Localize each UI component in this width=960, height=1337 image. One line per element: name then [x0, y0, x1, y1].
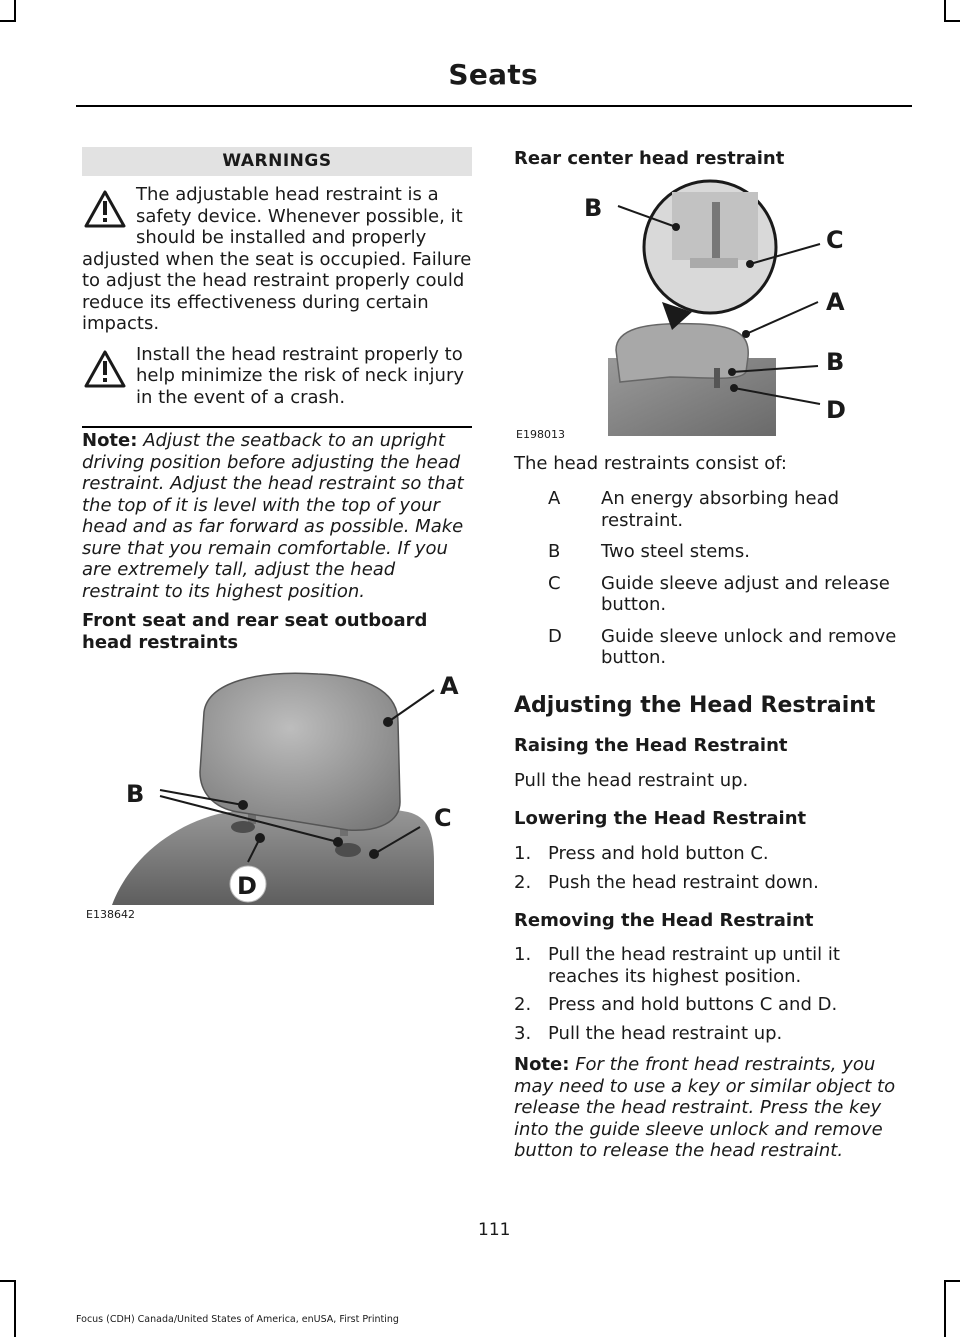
callout-label: D — [237, 872, 257, 900]
list-item — [548, 573, 918, 616]
step-number: 1. — [514, 843, 532, 864]
crop-mark — [944, 20, 960, 22]
step-number: 2. — [514, 871, 532, 893]
part-description: Two steel stems. — [601, 541, 750, 562]
part-description: Guide sleeve adjust and release button. — [601, 572, 890, 615]
list-item — [548, 626, 918, 669]
warning-text-lead: The adjustable head restraint is a safety device. Whenever possible, it should be installed and properly — [136, 184, 463, 248]
front-restraints-heading: Front seat and rear seat outboard head restraints — [82, 610, 428, 653]
part-letter: D — [548, 625, 562, 647]
list-item — [548, 488, 918, 531]
warning-triangle-icon — [84, 350, 126, 388]
part-letter: A — [548, 488, 561, 509]
warnings-heading: WARNINGS — [82, 147, 472, 176]
crop-mark — [0, 1280, 16, 1282]
note-text: Adjust the seatback to an upright driving position before adjusting the head restraint. Adjust the head restraint so that the top of it is level with the top of your head and as far forward as possible. Make sure that you remain comfortable. If you are extremely tall, adjust the head restraint to its highest position. — [82, 430, 464, 602]
step-text: Press and hold button C. — [548, 843, 769, 864]
figure-code: E138642 — [86, 908, 135, 921]
header-rule — [76, 105, 912, 107]
callout-label: B — [826, 348, 845, 376]
lowering-heading: Lowering the Head Restraint — [514, 808, 807, 829]
list-item — [514, 1023, 904, 1045]
removing-heading: Removing the Head Restraint — [514, 910, 814, 931]
adjusting-heading: Adjusting the Head Restraint — [514, 693, 876, 718]
crop-mark — [944, 0, 946, 22]
note-label: Note: — [514, 1054, 570, 1075]
raising-text: Pull the head restraint up. — [514, 770, 749, 791]
part-description: An energy absorbing head restraint. — [601, 488, 840, 531]
list-item — [514, 994, 904, 1016]
crop-mark — [14, 1280, 16, 1337]
part-description: Guide sleeve unlock and remove button. — [601, 625, 897, 668]
callout-label: B — [584, 194, 603, 222]
head-restraint-pad — [200, 673, 400, 830]
step-number: 3. — [514, 1022, 532, 1044]
rear-center-heading: Rear center head restraint — [514, 148, 785, 169]
warning-item — [82, 344, 472, 409]
page-title: Seats — [448, 58, 538, 91]
list-item — [514, 872, 904, 894]
callout-label: C — [434, 804, 452, 832]
figure-code: E198013 — [516, 428, 565, 441]
warning-triangle-icon — [84, 190, 126, 228]
consist-intro: The head restraints consist of: — [514, 453, 787, 474]
crop-mark — [0, 20, 16, 22]
page-number: 111 — [478, 1220, 511, 1240]
crop-mark — [944, 1280, 960, 1282]
list-item — [548, 541, 918, 563]
front-head-restraint-figure — [108, 662, 470, 908]
note-paragraph — [514, 1054, 908, 1162]
parts-list — [548, 488, 918, 679]
crop-mark — [14, 0, 16, 22]
step-number: 1. — [514, 944, 532, 965]
step-number: 2. — [514, 994, 532, 1015]
step-text: Press and hold buttons C and D. — [548, 994, 838, 1015]
step-text: Push the head restraint down. — [548, 871, 819, 893]
callout-label: C — [826, 226, 844, 254]
warnings-rule — [82, 426, 472, 428]
callout-label: A — [826, 288, 845, 316]
rear-center-head-restraint-figure — [580, 172, 870, 440]
list-item — [514, 944, 904, 987]
list-item — [514, 843, 904, 865]
part-letter: B — [548, 541, 561, 562]
left-guide-sleeve — [231, 821, 255, 833]
callout-label: A — [440, 672, 459, 700]
step-text: Pull the head restraint up until it reaches its highest position. — [548, 944, 840, 987]
footer-text: Focus (CDH) Canada/United States of America, enUSA, First Printing — [76, 1314, 399, 1325]
removing-steps — [514, 944, 904, 1051]
callout-label: D — [826, 396, 846, 424]
note-label: Note: — [82, 430, 138, 451]
part-letter: C — [548, 572, 561, 594]
crop-mark — [944, 1280, 946, 1337]
warning-text-rest: adjusted when the seat is occupied. Failure to adjust the head restraint properly could reduce its effectiveness during certain impacts. — [82, 248, 472, 334]
warning-item — [82, 184, 472, 335]
warnings-box — [82, 147, 472, 428]
note-paragraph — [82, 430, 474, 602]
step-text: Pull the head restraint up. — [548, 1022, 783, 1044]
note-text: For the front head restraints, you may need to use a key or similar object to release the head restraint. Press the key into the guide sleeve unlock and remove button to release the head restraint. — [514, 1054, 896, 1161]
callout-label: B — [126, 780, 145, 808]
lowering-steps — [514, 843, 904, 900]
warning-text-lead: Install the head restraint properly to help minimize the risk of neck injury in the event of a crash. — [136, 343, 465, 408]
raising-heading: Raising the Head Restraint — [514, 735, 788, 756]
